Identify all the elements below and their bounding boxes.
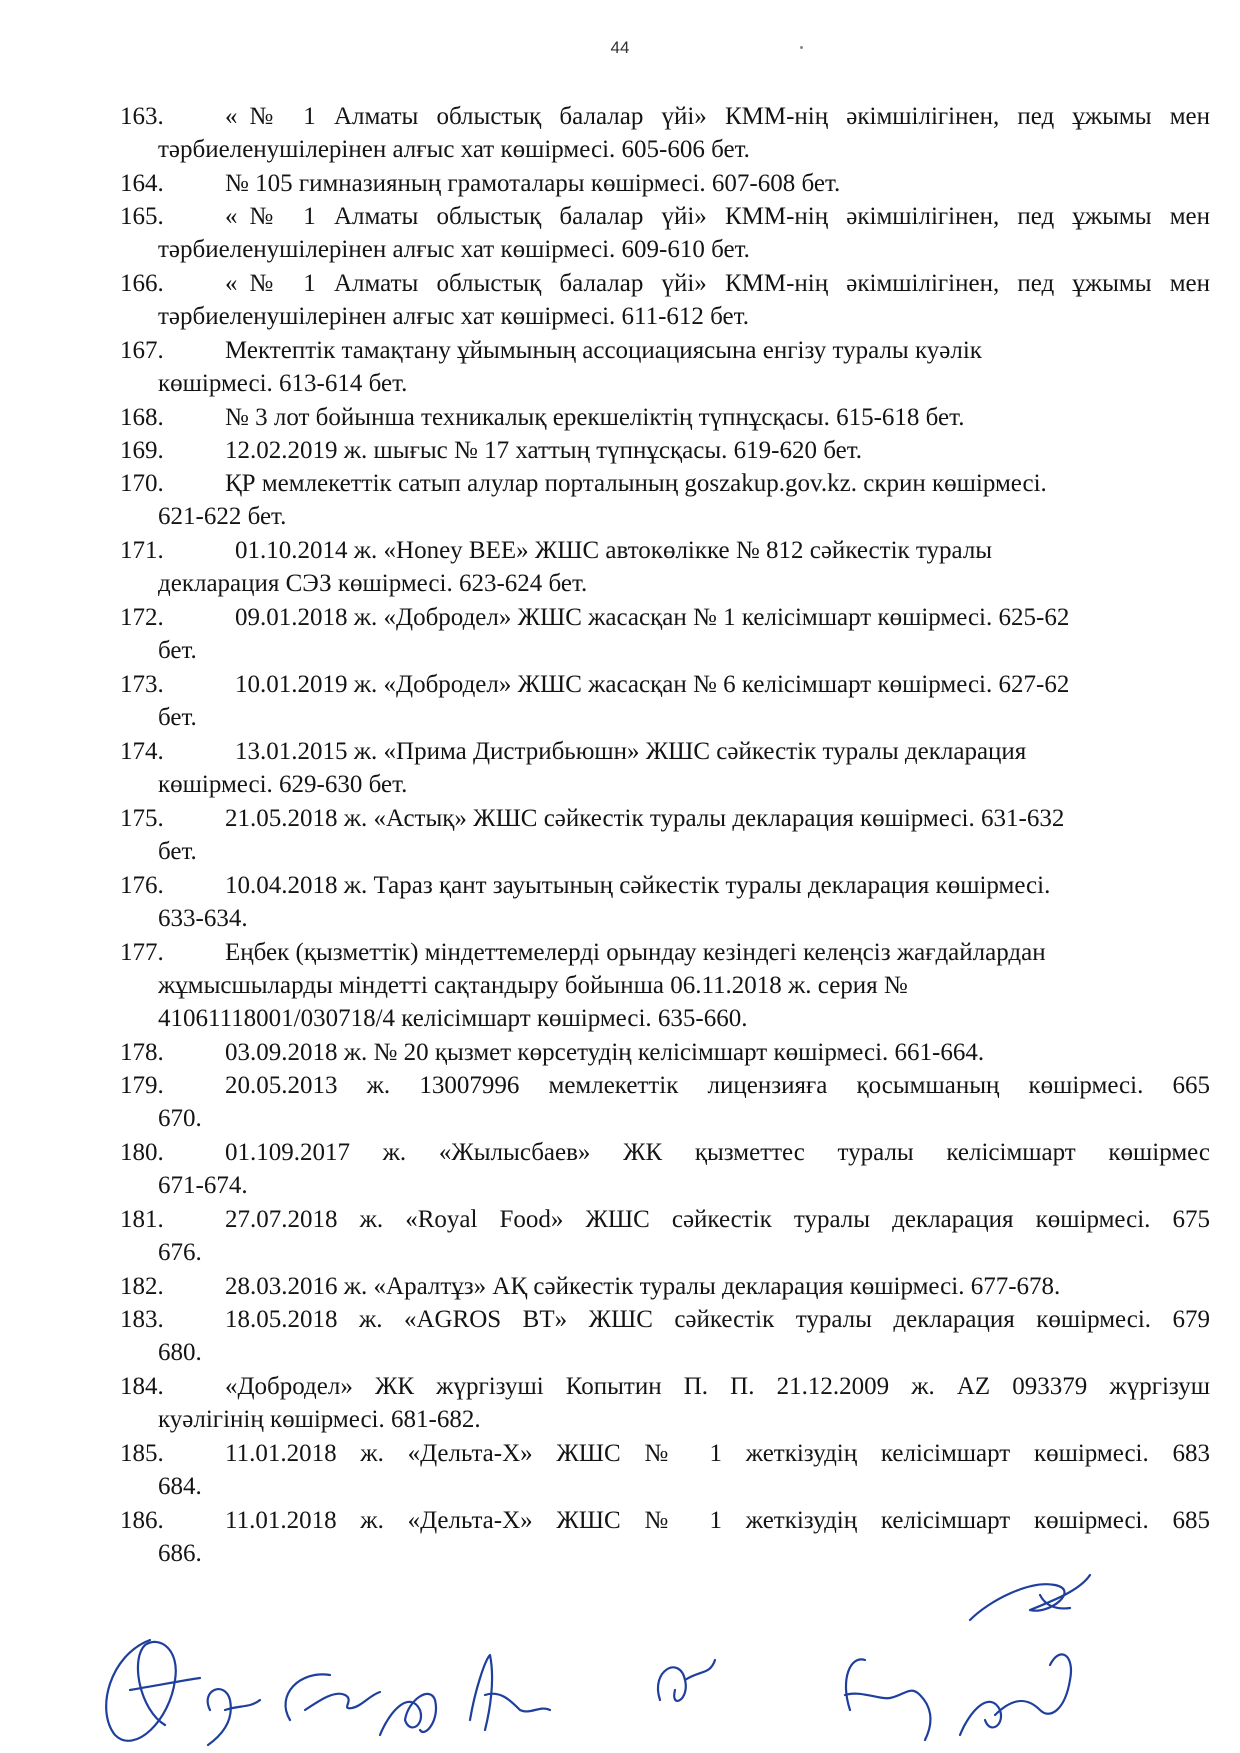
item-text-line: жұмысшыларды міндетті сақтандыру бойынша 06.11.2018 ж. серия №: [158, 972, 908, 999]
item-number: 176.: [120, 872, 164, 899]
item-number: 165.: [120, 203, 164, 230]
item-text-line: 684.: [158, 1473, 202, 1500]
item-text-line: 03.09.2018 ж. № 20 қызмет көрсетудің келісімшарт көшірмесі. 661-664.: [225, 1039, 985, 1066]
signature-7: [845, 1659, 930, 1740]
list-item: [120, 200, 1210, 267]
list-item: [120, 534, 1210, 601]
item-number: 179.: [120, 1072, 164, 1099]
list-item: [120, 1203, 1210, 1270]
item-text-line: № 3 лот бойынша техникалық ерекшеліктің түпнұсқасы. 615-618 бет.: [225, 404, 965, 431]
item-number: 172.: [120, 604, 164, 631]
item-text-line: 01.10.2014 ж. «Honey BEE» ЖШС автокөлікке № 812 сәйкестік туралы: [235, 537, 993, 564]
item-text-line: 10.04.2018 ж. Тараз қант зауытының сәйкестік туралы декларация көшірмесі.: [225, 872, 1051, 899]
list-item: [120, 434, 1210, 467]
signatures-block: [90, 1560, 1150, 1750]
item-text-line: «№ 1 Алматы облыстық балалар үйі» КММ-нің әкімшілігінен, пед ұжымы мен: [225, 103, 1210, 130]
signature-6: [658, 1660, 715, 1701]
item-text-line: тәрбиеленушілерінен алғыс хат көшірмесі. 605-606 бет.: [158, 136, 750, 163]
item-number: 170.: [120, 470, 164, 497]
list-item: [120, 668, 1210, 735]
item-number: 175.: [120, 805, 164, 832]
list-item: [120, 1270, 1210, 1303]
item-text-line: 21.05.2018 ж. «Астық» ЖШС сәйкестік туралы декларация көшірмесі. 631-632: [225, 805, 1065, 832]
list-item: [120, 167, 1210, 200]
item-number: 185.: [120, 1440, 164, 1467]
item-text-line: 633-634.: [158, 905, 248, 932]
item-text-line: «Добродел» ЖК жүргізуші Копытин П. П. 21.12.2009 ж. AZ 093379 жүргізуш: [225, 1373, 1210, 1400]
item-text-line: 18.05.2018 ж. «AGROS BT» ЖШС сәйкестік туралы декларация көшірмесі. 679: [225, 1306, 1210, 1333]
list-item: [120, 1303, 1210, 1370]
item-text-line: 27.07.2018 ж. «Royal Food» ЖШС сәйкестік туралы декларация көшірмесі. 675: [225, 1206, 1210, 1233]
item-text-line: ҚР мемлекеттік сатып алулар порталының goszakup.gov.kz. скрин көшірмесі.: [225, 470, 1047, 497]
item-text-line: 686.: [158, 1540, 202, 1567]
item-text-line: куәлігінің көшірмесі. 681-682.: [158, 1406, 481, 1433]
item-number: 183.: [120, 1306, 164, 1333]
item-number: 171.: [120, 537, 164, 564]
item-number: 184.: [120, 1373, 164, 1400]
item-text-line: 676.: [158, 1239, 202, 1266]
list-item: [120, 869, 1210, 936]
item-number: 186.: [120, 1507, 164, 1534]
item-number: 168.: [120, 404, 164, 431]
list-item: [120, 100, 1210, 167]
list-item: [120, 735, 1210, 802]
item-number: 178.: [120, 1039, 164, 1066]
signature-1: [106, 1640, 200, 1741]
item-number: 181.: [120, 1206, 164, 1233]
list-item: [120, 1370, 1210, 1437]
list-item: [120, 1136, 1210, 1203]
item-text-line: Еңбек (қызметтік) міндеттемелерді орындау кезіндегі келеңсіз жағдайлардан: [225, 939, 1046, 966]
item-number: 177.: [120, 939, 164, 966]
item-text-line: 20.05.2013 ж. 13007996 мемлекеттік лицензияға қосымшаның көшірмесі. 665: [225, 1072, 1210, 1099]
list-item: [120, 1437, 1210, 1504]
item-text-line: 41061118001/030718/4 келісімшарт көшірмесі. 635-660.: [158, 1005, 748, 1032]
item-text-line: 680.: [158, 1339, 202, 1366]
item-text-line: 11.01.2018 ж. «Дельта-Х» ЖШС № 1 жеткізудің келісімшарт көшірмесі. 685: [225, 1507, 1210, 1534]
item-text-line: 671-674.: [158, 1172, 248, 1199]
item-number: 169.: [120, 437, 164, 464]
list-item: [120, 1036, 1210, 1069]
item-number: 167.: [120, 337, 164, 364]
item-text-line: 28.03.2016 ж. «Аралтұз» АҚ сәйкестік туралы декларация көшірмесі. 677-678.: [225, 1273, 1061, 1300]
item-number: 173.: [120, 671, 164, 698]
item-text-line: көшірмесі. 613-614 бет.: [158, 370, 408, 397]
list-item: [120, 601, 1210, 668]
document-list: [120, 100, 1210, 1571]
item-text-line: көшірмесі. 629-630 бет.: [158, 771, 408, 798]
list-item: [120, 334, 1210, 401]
item-number: 180.: [120, 1139, 164, 1166]
item-text-line: бет.: [158, 637, 197, 664]
signature-5: [470, 1655, 550, 1730]
item-number: 182.: [120, 1273, 164, 1300]
list-item: [120, 802, 1210, 869]
item-text-line: 12.02.2019 ж. шығыс № 17 хаттың түпнұсқасы. 619-620 бет.: [225, 437, 862, 464]
item-number: 163.: [120, 103, 164, 130]
item-text-line: декларация СЭЗ көшірмесі. 623-624 бет.: [158, 570, 588, 597]
item-text-line: 621-622 бет.: [158, 503, 287, 530]
list-item: [120, 401, 1210, 434]
signature-8: [960, 1654, 1071, 1735]
item-text-line: 670.: [158, 1105, 202, 1132]
list-item: [120, 1069, 1210, 1136]
item-text-line: тәрбиеленушілерінен алғыс хат көшірмесі. 609-610 бет.: [158, 236, 750, 263]
item-number: 174.: [120, 738, 164, 765]
page-number: 44: [610, 38, 630, 57]
item-text-line: 01.109.2017 ж. «Жылысбаев» ЖК қызметтес туралы келісімшарт көшірмес: [225, 1139, 1210, 1166]
item-text-line: 11.01.2018 ж. «Дельта-Х» ЖШС № 1 жеткізудің келісімшарт көшірмесі. 683: [225, 1440, 1210, 1467]
item-text-line: 10.01.2019 ж. «Добродел» ЖШС жасасқан № 6 келісімшарт көшірмесі. 627-62: [235, 671, 1070, 698]
item-text-line: бет.: [158, 704, 197, 731]
list-item: [120, 267, 1210, 334]
item-text-line: «№ 1 Алматы облыстық балалар үйі» КММ-нің әкімшілігінен, пед ұжымы мен: [225, 203, 1210, 230]
signature-2: [208, 1689, 260, 1745]
list-item: [120, 467, 1210, 534]
item-text-line: 09.01.2018 ж. «Добродел» ЖШС жасасқан № 1 келісімшарт көшірмесі. 625-62: [235, 604, 1070, 631]
item-text-line: «№ 1 Алматы облыстық балалар үйі» КММ-нің әкімшілігінен, пед ұжымы мен: [225, 270, 1210, 297]
signature-4: [380, 1694, 436, 1735]
item-text-line: 13.01.2015 ж. «Прима Дистрибьюшн» ЖШС сәйкестік туралы декларация: [235, 738, 1027, 765]
signature-3: [286, 1674, 380, 1720]
list-item: [120, 936, 1210, 1036]
item-text-line: Мектептік тамақтану ұйымының ассоциациясына енгізу туралы куәлік: [225, 337, 982, 364]
item-number: 166.: [120, 270, 164, 297]
item-text-line: тәрбиеленушілерінен алғыс хат көшірмесі. 611-612 бет.: [158, 303, 749, 330]
scan-speck: [800, 46, 803, 49]
item-number: 164.: [120, 170, 164, 197]
item-text-line: № 105 гимназияның грамоталары көшірмесі. 607-608 бет.: [225, 170, 841, 197]
signature-9: [970, 1575, 1090, 1620]
item-text-line: бет.: [158, 838, 197, 865]
